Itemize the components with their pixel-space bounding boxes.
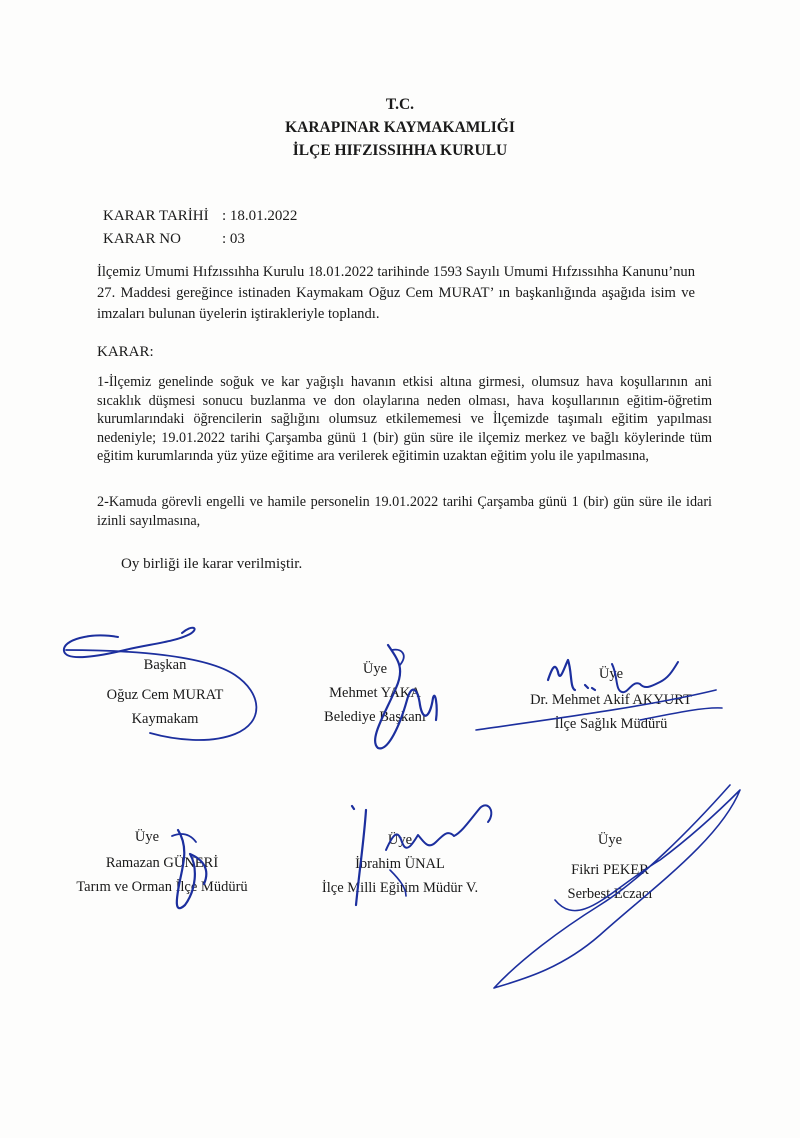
- signatory-block: [65, 653, 265, 731]
- signatory-name: Ramazan GÜNERİ: [105, 855, 219, 871]
- signatory-block: [515, 828, 705, 906]
- signatory-role: Üye: [134, 829, 160, 845]
- signatory-role: Üye: [362, 661, 388, 677]
- signatory-title: İlçe Milli Eğitim Müdür V.: [321, 880, 479, 896]
- signatory-name: İbrahim ÜNAL: [355, 856, 445, 872]
- header-line-board: İLÇE HIFZISSIHHA KURULU: [292, 142, 508, 159]
- signatory-block: [506, 662, 716, 736]
- decision-date-value: : 18.01.2022: [222, 208, 298, 224]
- decision-number-value: : 03: [222, 231, 245, 247]
- signatory-role: Başkan: [143, 657, 187, 673]
- signatory-role: Üye: [387, 832, 413, 848]
- signatory-role: Üye: [597, 832, 623, 848]
- signatory-block: [290, 828, 510, 900]
- signatory-name: Fikri PEKER: [571, 862, 649, 878]
- decision-date-label: KARAR TARİHİ: [103, 208, 209, 224]
- decision-item-1: 1-İlçemiz genelinde soğuk ve kar yağışlı havanın etkisi altına girmesi, olumsuz hava koşullarının ani sıcaklık düşmesi sonucu buzlanma ve don olaylarına neden olması, hava koşullarının eğitim-öğretim kurumlarındaki öğrencilerin sağlığını olumsuz etkilememesi ve İlçemizde taşımalı eğitim yapılması nedeniyle; 19.01.2022 tarihi Çarşamba günü 1 (bir) gün süre ile ilçemiz merkez ve bağlı köylerinde tüm eğitim kurumlarında yüz yüze eğitime ara verilerek eğitimin uzaktan eğitim yolu ile yapılmasına,: [97, 374, 712, 464]
- signatory-name: Dr. Mehmet Akif AKYURT: [530, 692, 692, 708]
- closing-statement: Oy birliği ile karar verilmiştir.: [121, 556, 303, 572]
- signatory-title: Serbest Eczacı: [567, 886, 653, 902]
- signatory-title: Tarım ve Orman İlçe Müdürü: [76, 879, 248, 895]
- signatory-block: [275, 657, 475, 729]
- signatory-name: Oğuz Cem MURAT: [106, 687, 224, 703]
- decision-heading: KARAR:: [97, 344, 154, 360]
- header-line-tc: T.C.: [385, 96, 415, 113]
- header-line-institution: KARAPINAR KAYMAKAMLIĞI: [285, 119, 515, 136]
- decision-item-2: 2-Kamuda görevli engelli ve hamile personelin 19.01.2022 tarihi Çarşamba günü 1 (bir) gün süre ile idari izinli sayılmasına,: [97, 494, 712, 529]
- decision-number-label: KARAR NO: [103, 231, 181, 247]
- signatory-role: Üye: [598, 666, 624, 682]
- signatory-block: [52, 825, 272, 899]
- signatory-name: Mehmet YAKA: [329, 685, 421, 701]
- signatory-title: İlçe Sağlık Müdürü: [554, 716, 668, 732]
- signatory-title: Kaymakam: [131, 711, 199, 727]
- signatory-title: Belediye Başkanı: [324, 709, 426, 725]
- intro-paragraph: İlçemiz Umumi Hıfzıssıhha Kurulu 18.01.2022 tarihinde 1593 Sayılı Umumi Hıfzıssıhha Kanunu’nun 27. Maddesi gereğince istinaden Kaymakam Oğuz Cem MURAT’ ın başkanlığında aşağıda isim ve imzaları bulunan üyelerin iştirakleriyle toplandı.: [97, 264, 695, 322]
